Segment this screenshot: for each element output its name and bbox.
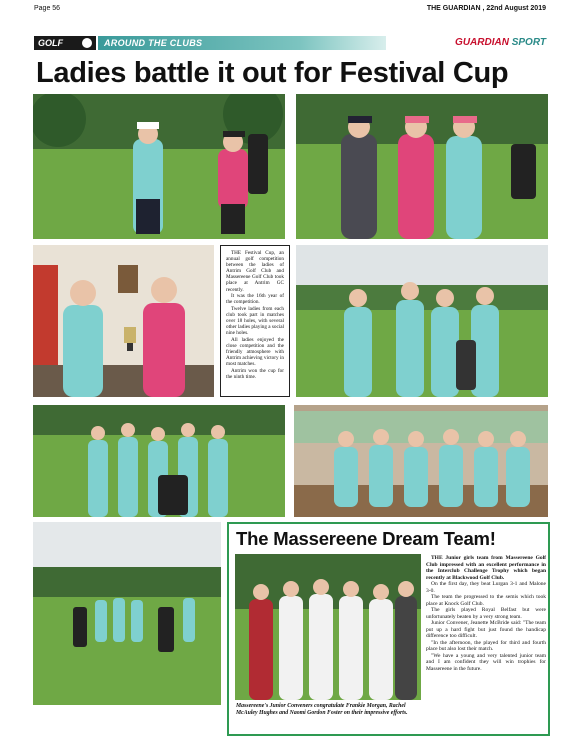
article-paragraph: Antrim won the cup for the ninth time. [226,367,284,380]
golf-ball-icon [82,38,92,48]
brand-sport: SPORT [511,37,546,48]
brand-logo [455,36,546,50]
article-paragraph: THE Festival Cup, an annual golf competition between the ladies of Antrim Golf Club and Massereene Golf Club took place at Antrim GC recently. [226,250,284,293]
photo-group-course [33,405,285,517]
article-paragraph: Twelve ladies from each club took part in matches over 18 holes, with several other ladies playing a social nine holes. [226,305,284,337]
brand-name: GUARDIAN [455,37,509,48]
feature-paragraph: "We have a young and very talented junior team and I am confident they will win trophies for Massereene in the future. [426,652,546,672]
subsection-banner: AROUND THE CLUBS [98,36,386,50]
section-label: GOLF [38,38,63,48]
page-headline: Ladies battle it out for Festival Cup [36,57,509,89]
photo-three-golfers [296,94,548,239]
feature-caption: Massereene's Junior Conveners congratulate Frankie Morgan, Rachel McAuley Hughes and Naomi Gordon Foster on their impressive efforts. [236,703,408,716]
photo-clubhouse-group [294,405,548,517]
article-paragraph: All ladies enjoyed the close competition and the friendly atmosphere with Antrim achieving victory in most matches. [226,336,284,368]
photo-cup-presentation [33,245,214,397]
photo-two-golfers-course [33,94,285,239]
article-paragraph: It was the 16th year of the competition. [226,293,284,306]
feature-paragraph: "In the afternoon, the played for third and fourth place but also lost their match. [426,639,546,652]
article-body [220,245,290,397]
photo-juniors-fairway [33,522,221,705]
feature-paragraph: The girls played Royal Belfast but were unfortunately beaten by a very strong team. [426,607,546,620]
page-number: Page 56 [34,5,61,12]
photo-five-golfers [296,245,548,397]
feature-body [426,555,546,672]
issue-date: THE GUARDIAN , 22nd August 2019 [426,5,546,12]
feature-paragraph: Junior Convener, Jeanette McBride said: "The team put up a hard fight but just found the handicap difference too difficult. [426,620,546,639]
feature-title: The Massereene Dream Team! [236,528,496,549]
page-header-line [34,5,546,17]
feature-paragraph: On the first day, they beat Lurgan 3-1 and Malone 3-0. [426,581,546,594]
feature-lead: THE Junior girls team from Massereene Golf Club impressed with an excellent performance in the Interclub Challenge Trophy which began recently at Blackwood Golf Club. [426,555,546,581]
section-bar [34,36,546,50]
feature-paragraph: The team the progressed to the semis which took place at Knock Golf Club. [426,594,546,607]
feature-box [227,522,550,736]
photo-junior-team [235,554,421,700]
